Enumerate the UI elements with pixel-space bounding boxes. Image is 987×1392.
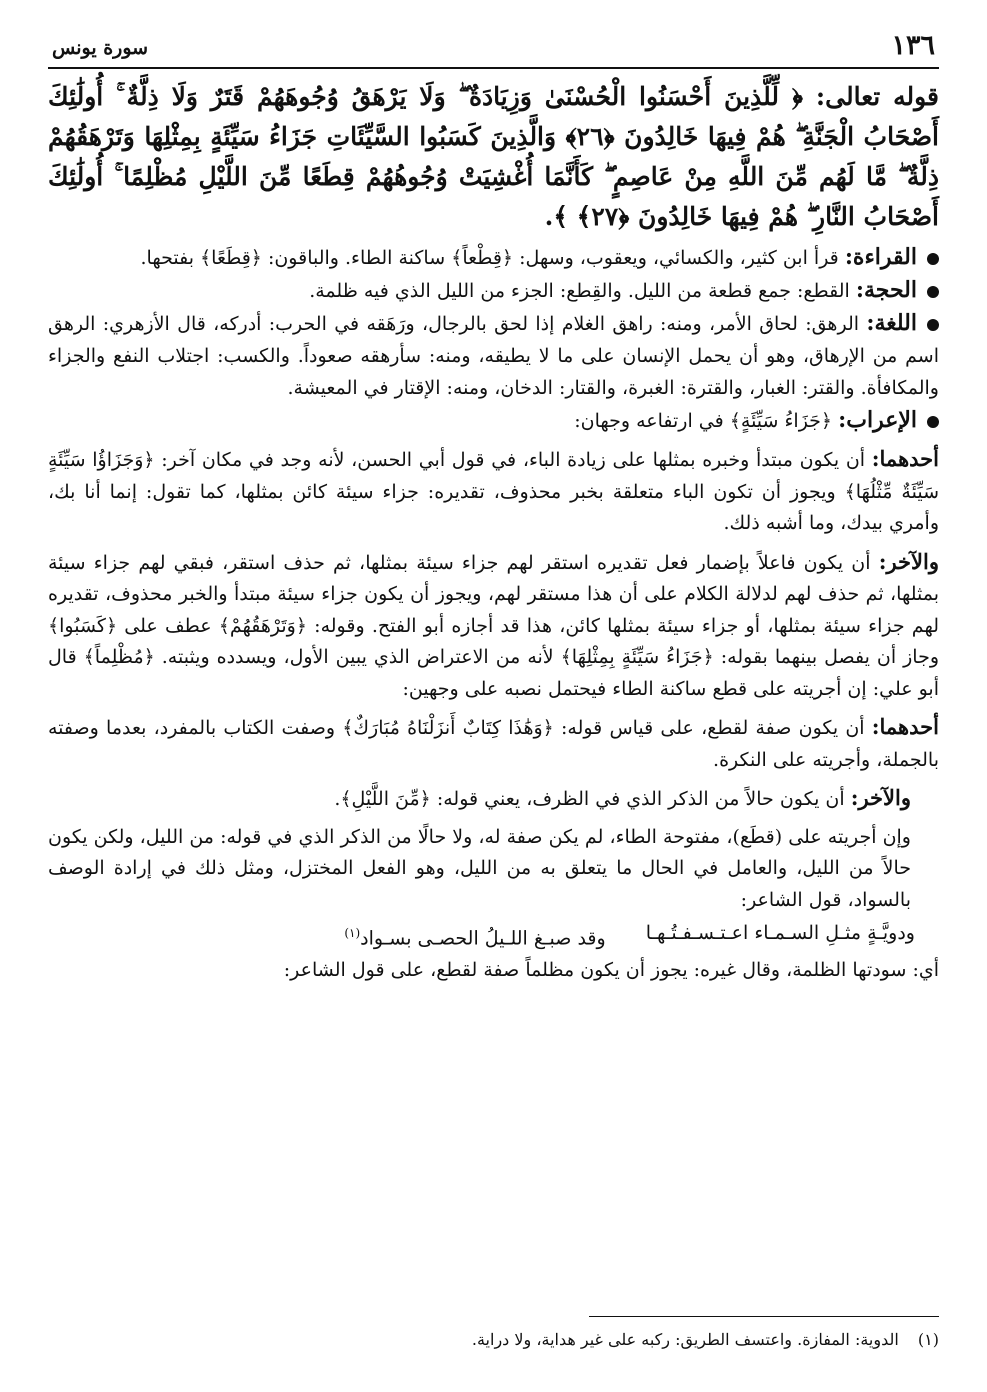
paragraph [48,711,939,776]
section-label: الحجة: [855,277,917,303]
section-hujja [48,274,939,307]
section-label: القراءة: [844,244,917,270]
footnote-number: (١) [917,1330,939,1349]
verse-intro: قوله تعالى: [815,82,939,111]
paragraph-text: أن يكون حالاً من الذكر الذي في الظرف، يعني قوله: ﴿مِّنَ اللَّيْلِ﴾. [334,788,845,810]
paragraph-label: أحدهما: [871,714,939,739]
paragraph-label: أحدهما: [871,446,939,471]
poem-second-text: وقد صبـغ اللـيلُ الحصـى بسـواد [360,927,606,950]
bullet-icon [927,286,939,298]
section-text: القطع: جمع قطعة من الليل. والقِطع: الجزء من الليل الذي فيه ظلمة. [309,280,850,302]
paragraph-text: وإن أجريته على (قطَع)، مفتوحة الطاء، لم يكن صفة له، ولا حالًا من الذكر الذي في قوله: من الليل، ولكن يكون حالاً من الليل، والعامل في الحال ما يتعلق به من الليل، وهو الفعل المختزل، ومثل ذلك في إرادة الوصف بالسواد، قول الشاعر: [48,825,911,911]
quran-verse [48,77,939,237]
verse-text: ﴿ لِّلَّذِينَ أَحْسَنُوا الْحُسْنَىٰ وَزِيَادَةٌ ۖ وَلَا يَرْهَقُ وُجُوهَهُمْ قَتَرٌ وَلَا ذِلَّةٌ ۚ أُولَٰئِكَ أَصْحَابُ الْجَنَّةِ ۖ هُمْ فِيهَا خَالِدُونَ ﴿٢٦﴾ وَالَّذِينَ كَسَبُوا السَّيِّئَاتِ جَزَاءُ سَيِّئَةٍ بِمِثْلِهَا وَتَرْهَقُهُمْ ذِلَّةٌ ۖ مَّا لَهُم مِّنَ اللَّهِ مِنْ عَاصِمٍ ۖ كَأَنَّمَا أُغْشِيَتْ وُجُوهُهُمْ قِطَعًا مِّنَ اللَّيْلِ مُظْلِمًا ۚ أُولَٰئِكَ أَصْحَابُ النَّارِ ۖ هُمْ فِيهَا خَالِدُونَ ﴿٢٧﴾ ﴾. [48,82,940,231]
section-text: ﴿جَزَاءُ سَيِّئَةٍ﴾ في ارتفاعه وجهان: [574,410,833,432]
section-label: الإعراب: [838,407,917,433]
paragraph [48,955,939,987]
bullet-icon [927,319,939,331]
poem-first-hemistich: ودويَّـةٍ مثـلِ السـمـاء اعـتـسـفـتُـهـا [645,922,915,944]
footnote-divider [589,1316,939,1317]
bullet-icon [927,253,939,265]
paragraph-text: أن يكون صفة لقطع، على قياس قوله: ﴿وَهَٰذَا كِتَابٌ أَنزَلْنَاهُ مُبَارَكٌ﴾ وصفت الكتاب بالمفرد، بعدما وصفته بالجملة، وأجريته على النكرة. [48,717,939,771]
paragraph [48,782,939,816]
poem-verse [48,916,939,955]
page-header [48,30,939,67]
paragraph-label: والآخر: [850,785,911,810]
paragraph [48,822,939,917]
poem-second-hemistich [344,916,605,955]
section-text: قرأ ابن كثير، والكسائي، ويعقوب، وسهل: ﴿قِطْعاً﴾ ساكنة الطاء. والباقون: ﴿قِطَعًا﴾ بفتحها. [140,247,839,269]
paragraph [48,443,939,540]
footnote-marker: (١) [344,926,361,940]
footnote [48,1328,939,1352]
section-label: اللغة: [866,310,917,336]
section-lugha [48,307,939,404]
header-divider [48,67,939,69]
paragraph [48,546,939,706]
paragraph-text: أن يكون فاعلاً بإضمار فعل تقديره استقر لهم جزاء سيئة بمثلها، ثم حذف استقر، فبقي لهم جزاء سيئة بمثلها، ثم حذف لهم لدلالة الكلام على أن هذا مستقر لهم، ويجوز أن يكون جزاء سيئة مبتدأ والخبر محذوف، تقديره لهم جزاء سيئة بمثلها، أو جزاء سيئة بمثلها كائن، هذا قد أجازه أبو الفتح. وقوله: ﴿وَتَرْهَقُهُمْ﴾ عطف على ﴿كَسَبُوا﴾ وجاز أن يفصل بينهما بقوله: ﴿جَزَاءُ سَيِّئَةٍ بِمِثْلِهَا﴾ لأنه من الاعتراض الذي يبين الأول، ويسدده ويثبته. ﴿مُظْلِماً﴾ قال أبو علي: إن أجريته على قطع ساكنة الطاء فيحتمل نصبه على وجهين: [48,551,939,700]
paragraph-label: والآخر: [878,548,939,574]
page-number: ١٣٦ [891,30,935,61]
section-text: الرهق: لحاق الأمر، ومنه: راهق الغلام إذا لحق بالرجال، ورَهَقه في الحرب: أدركه، قال الأزهري: الرهق اسم من الإرهاق، وهو أن يحمل الإنسان على ما لا يطيقه، ومنه: سأرهقه صعوداً. والكسب: اجتلاب النفع والجزاء والمكافأة. والقتر: الغبار، والقترة: الغبرة، والقتار: الدخان، ومنه: الإقتار في المعيشة. [48,313,939,399]
bullet-icon [927,416,939,428]
surah-title: سورة يونس [52,37,149,59]
section-irab [48,404,939,437]
paragraph-text: أي: سودتها الظلمة، وقال غيره: يجوز أن يكون مظلماً صفة لقطع، على قول الشاعر: [283,959,939,982]
paragraph-text: أن يكون مبتدأ وخبره بمثلها على زيادة الباء، في قول أبي الحسن، لأنه وجد في مكان آخر: ﴿وَجَزَاؤُا سَيِّئَةٍ سَيِّئَةٌ مِّثْلُهَا﴾ ويجوز أن تكون الباء متعلقة بخبر محذوف، تقديره: جزاء سيئة كائن بمثلها، كما تقول: إنما أنا بك، وأمري بيدك، وما أشبه ذلك. [48,449,939,534]
section-qiraa [48,241,939,274]
footnote-text: الدوية: المفازة. واعتسف الطريق: ركبه على غير هداية، ولا دراية. [471,1330,899,1349]
